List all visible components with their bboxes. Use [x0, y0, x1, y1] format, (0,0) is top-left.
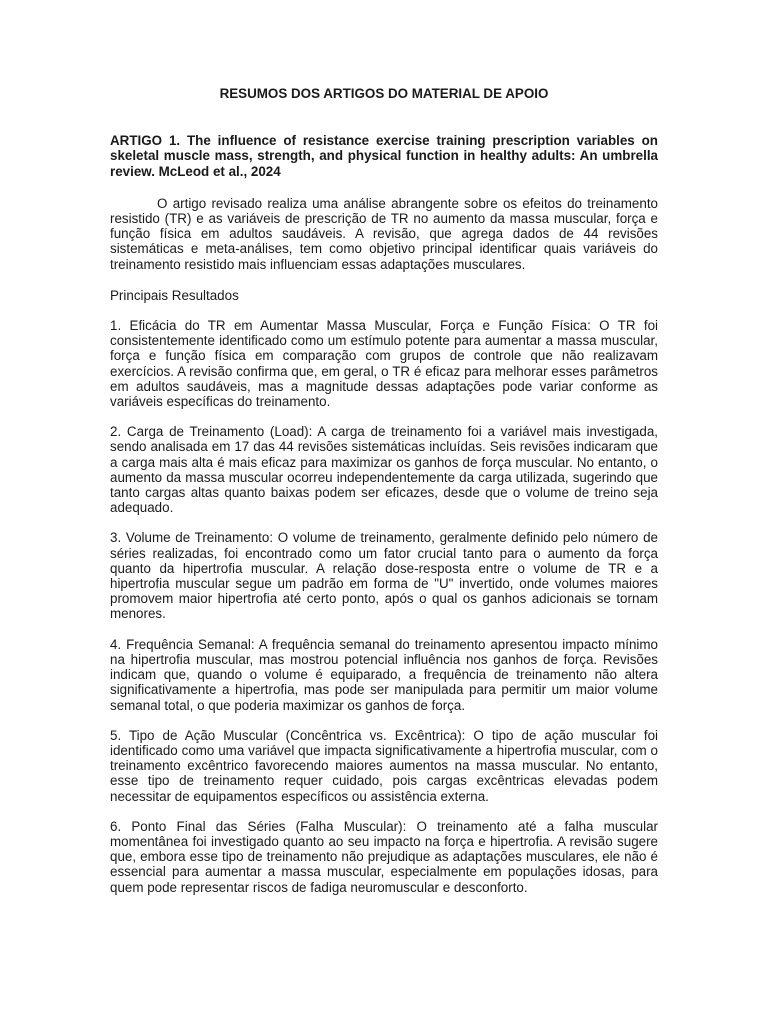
result-item-4: 4. Frequência Semanal: A frequência semanal do treinamento apresentou impacto mínimo na hipertrofia muscular, mas mostrou potencial influência nos ganhos de força. Revisões indicam que, quando o volume é equiparado, a frequência de treinamento não altera significativamente a hipertrofia, mas pode ser manipulada para permitir um maior volume semanal total, o que poderia maximizar os ganhos de força. [110, 636, 658, 713]
document-page [110, 86, 658, 910]
article-heading: ARTIGO 1. The influence of resistance exercise training prescription variables on skeletal muscle mass, strength, and physical function in healthy adults: An umbrella review. McLeod et al., 2024 [110, 133, 658, 179]
intro-paragraph: O artigo revisado realiza uma análise abrangente sobre os efeitos do treinamento resistido (TR) e as variáveis de prescrição de TR no aumento da massa muscular, força e função física em adultos saudáveis. A revisão, que agrega dados de 44 revisões sistemáticas e meta-análises, tem como objetivo principal identificar quais variáveis do treinamento resistido mais influenciam essas adaptações musculares. [110, 195, 658, 272]
result-item-1: 1. Eficácia do TR em Aumentar Massa Muscular, Força e Função Física: O TR foi consistentemente identificado como um estímulo potente para aumentar a massa muscular, força e função física em comparação com grupos de controle que não realizavam exercícios. A revisão confirma que, em geral, o TR é eficaz para melhorar esses parâmetros em adultos saudáveis, mas a magnitude dessas adaptações pode variar conforme as variáveis específicas do treinamento. [110, 318, 658, 410]
result-item-3: 3. Volume de Treinamento: O volume de treinamento, geralmente definido pelo número de séries realizadas, foi encontrado como um fator crucial tanto para o aumento da força quanto da hipertrofia muscular. A relação dose-resposta entre o volume de TR e a hipertrofia muscular segue um padrão em forma de "U" invertido, onde volumes maiores promovem maior hipertrofia até certo ponto, após o qual os ganhos adicionais se tornam menores. [110, 530, 658, 622]
document-title: RESUMOS DOS ARTIGOS DO MATERIAL DE APOIO [219, 86, 549, 101]
result-item-6: 6. Ponto Final das Séries (Falha Muscular): O treinamento até a falha muscular momentânea foi investigado quanto ao seu impacto na força e hipertrofia. A revisão sugere que, embora esse tipo de treinamento não prejudique as adaptações musculares, ele não é essencial para aumentar a massa muscular, especialmente em populações idosas, para quem pode representar riscos de fadiga neuromuscular e desconforto. [110, 818, 658, 895]
result-item-2: 2. Carga de Treinamento (Load): A carga de treinamento foi a variável mais investigada, sendo analisada em 17 das 44 revisões sistemáticas incluídas. Seis revisões indicaram que a carga mais alta é mais eficaz para maximizar os ganhos de força muscular. No entanto, o aumento da massa muscular ocorreu independentemente da carga utilizada, sugerindo que tanto cargas altas quanto baixas podem ser eficazes, desde que o volume de treino seja adequado. [110, 424, 658, 516]
result-item-5: 5. Tipo de Ação Muscular (Concêntrica vs. Excêntrica): O tipo de ação muscular foi identificado como uma variável que impacta significativamente a hipertrofia muscular, com o treinamento excêntrico favorecendo maiores aumentos na massa muscular. No entanto, esse tipo de treinamento requer cuidado, pois cargas excêntricas elevadas podem necessitar de equipamentos específicos ou assistência externa. [110, 727, 658, 804]
section-label: Principais Resultados [110, 287, 239, 303]
